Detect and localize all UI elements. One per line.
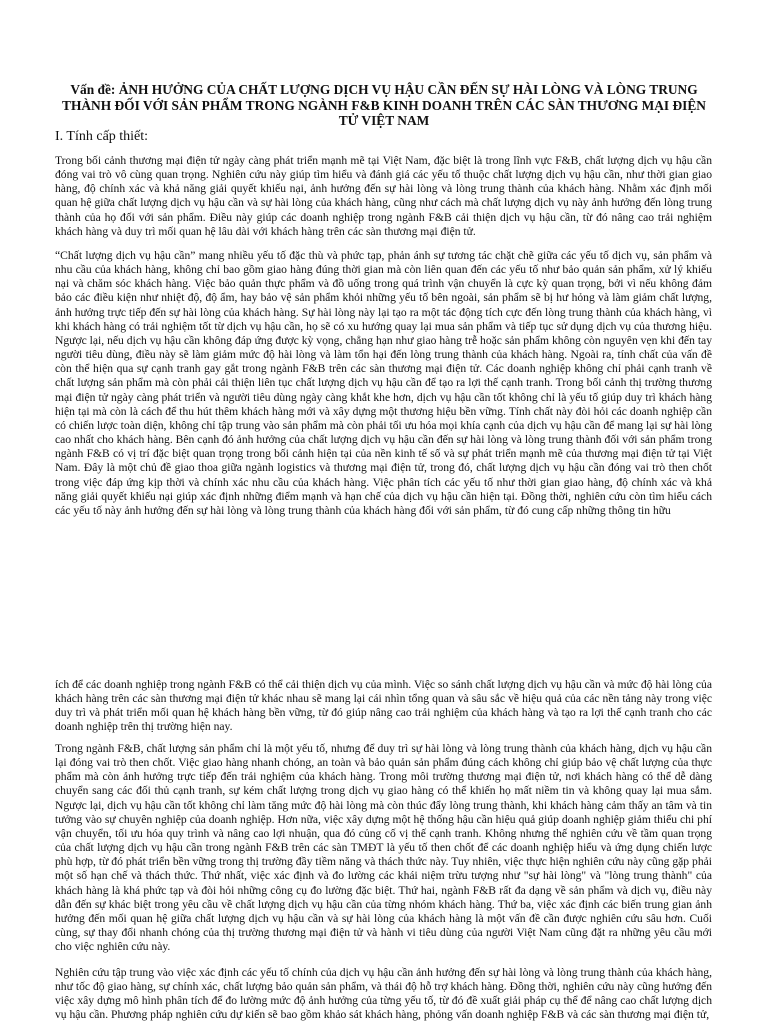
paragraph-1: Trong bối cảnh thương mại điện tử ngày càng phát triển mạnh mẽ tại Việt Nam, đặc biệt là trong lĩnh vực F&B, chất lượng dịch vụ hậu cần đóng vai trò vô cùng quan trọng. Nghiên cứu này giúp tìm hiểu và đánh giá các yếu tố thuộc chất lượng dịch vụ hậu cần, như thời gian giao hàng, độ chính xác và khả năng giải quyết khiếu nại, ảnh hưởng đến sự hài lòng và lòng trung thành của khách hàng. Nhằm xác định mối quan hệ giữa chất lượng dịch vụ hậu cần và sự hài lòng của khách hàng, cũng như cách mà chất lượng dịch vụ này ảnh hưởng đến lòng trung thành của họ đối với sản phẩm. Điều này giúp các doanh nghiệp trong ngành F&B cải thiện dịch vụ hậu cần, từ đó nâng cao trải nghiệm khách hàng và duy trì mối quan hệ lâu dài với khách hàng trên các sàn thương mại điện tử.	[55, 154, 712, 238]
section-heading: I. Tính cấp thiết:	[55, 129, 149, 144]
document-title: Vấn đề: ẢNH HƯỞNG CỦA CHẤT LƯỢNG DỊCH VỤ HẬU CẦN ĐẾN SỰ HÀI LÒNG VÀ LÒNG TRUNG THÀNH ĐỐI VỚI SẢN PHẨM TRONG NGÀNH F&B KINH DOANH TRÊN CÁC SÀN THƯƠNG MẠI ĐIỆN TỬ VIỆT NAM	[62, 82, 706, 128]
paragraph-5: Nghiên cứu tập trung vào việc xác định các yếu tố chính của dịch vụ hậu cần ảnh hưởng đến sự hài lòng và lòng trung thành của khách hàng, như tốc độ giao hàng, sự chính xác, chất lượng bảo quản sản phẩm, và thái độ hỗ trợ khách hàng. Đồng thời, nghiên cứu này cũng hướng đến việc xây dựng mô hình phân tích để đo lường mức độ ảnh hưởng của từng yếu tố, từ đó đề xuất giải pháp cụ thể để nâng cao chất lượng dịch vụ hậu cần. Phương pháp nghiên cứu dự kiến sẽ bao gồm khảo sát khách hàng, phỏng vấn doanh nghiệp F&B và các sàn thương mại điện tử,	[55, 966, 712, 1022]
paragraph-3: ích để các doanh nghiệp trong ngành F&B có thể cải thiện dịch vụ của mình. Việc so sánh chất lượng dịch vụ hậu cần và mức độ hài lòng của khách hàng trên các sàn thương mại điện tử khác nhau sẽ mang lại cái nhìn tổng quan và sâu sắc về hiệu quả của các nền tảng này trong việc duy trì và phát triển mối quan hệ khách hàng bền vững, từ đó giúp nâng cao trải nghiệm của khách hàng và tạo ra lợi thế cạnh tranh cho các doanh nghiệp trên thị trường hiện nay.	[55, 678, 712, 734]
paragraph-4: Trong ngành F&B, chất lượng sản phẩm chỉ là một yếu tố, nhưng để duy trì sự hài lòng và lòng trung thành của khách hàng, dịch vụ hậu cần lại đóng vai trò then chốt. Việc giao hàng nhanh chóng, an toàn và bảo quản sản phẩm đúng cách không chỉ giúp bảo vệ chất lượng của thực phẩm mà còn ảnh hưởng trực tiếp đến trải nghiệm của khách hàng. Trong môi trường thương mại điện tử, nơi khách hàng có thể dễ dàng chuyển sang các đối thủ cạnh tranh, sự kém chất lượng trong dịch vụ giao hàng có thể khiến họ mất niềm tin và không quay lại mua sắm. Ngược lại, dịch vụ hậu cần tốt không chỉ làm tăng mức độ hài lòng mà còn thúc đẩy lòng trung thành, khi khách hàng cảm thấy an tâm và tin tưởng vào sự chuyên nghiệp của doanh nghiệp. Hơn nữa, việc xây dựng một hệ thống hậu cần hiệu quả giúp doanh nghiệp giảm thiểu chi phí vận chuyển, tối ưu hóa quy trình và nâng cao lợi nhuận, qua đó củng cố vị thế cạnh tranh. Không nhưng thế nghiên cứu về tầm quan trọng của chất lượng dịch vụ hậu cần trong ngành F&B trên các sàn TMĐT là yếu tố then chốt để các doanh nghiệp hiểu và ứng dụng chiến lược phù hợp, từ đó phát triển bền vững trong thị trường đầy tiềm năng và thách thức này. Tuy nhiên, việc thực hiện nghiên cứu này cũng gặp phải một số hạn chế và thách thức. Thứ nhất, việc xác định và đo lường các khái niệm trừu tượng như "sự hài lòng" và "lòng trung thành" của khách hàng là khá phức tạp và đòi hỏi những công cụ đo lường đặc biệt. Thứ hai, ngành F&B rất đa dạng về sản phẩm và dịch vụ, điều này dẫn đến sự khác biệt trong yêu cầu về chất lượng dịch vụ hậu cần của từng nhóm khách hàng. Thứ ba, việc xác định các biến trung gian ảnh hưởng đến mối quan hệ giữa chất lượng dịch vụ hậu cần và sự hài lòng của khách hàng là một vấn đề cần được nghiên cứu sâu hơn. Cuối cùng, sự thay đổi nhanh chóng của thị trường thương mại điện tử và hành vi tiêu dùng của người Việt Nam cũng đặt ra những yêu cầu mới cho việc nghiên cứu này.	[55, 742, 712, 954]
paragraph-2: “Chất lượng dịch vụ hậu cần” mang nhiều yếu tố đặc thù và phức tạp, phản ánh sự tương tác chặt chẽ giữa các yếu tố dịch vụ, sản phẩm và nhu cầu của khách hàng, không chỉ bao gồm giao hàng đúng thời gian mà còn liên quan đến các yếu tố như bảo quản sản phẩm, xử lý khiếu nại và chăm sóc khách hàng. Việc bảo quản thực phẩm và đồ uống trong quá trình vận chuyển là cực kỳ quan trọng, bởi vì nếu không đảm bảo các điều kiện như nhiệt độ, độ ẩm, hay bảo vệ sản phẩm khỏi những yếu tố bên ngoài, sản phẩm sẽ bị hư hỏng và làm giảm chất lượng, ảnh hưởng trực tiếp đến sự hài lòng của khách hàng. Sự hài lòng này lại tạo ra một tác động tích cực đến lòng trung thành của khách hàng, vì khi khách hàng có trải nghiệm tốt từ dịch vụ hậu cần, họ sẽ có xu hướng quay lại mua sản phẩm và tiếp tục sử dụng dịch vụ của thương hiệu. Ngược lại, nếu dịch vụ hậu cần không đáp ứng được kỳ vọng, chẳng hạn như giao hàng trễ hoặc sản phẩm không còn nguyên vẹn khi đến tay người tiêu dùng, điều này sẽ làm giảm mức độ hài lòng và làm tổn hại đến lòng trung thành của khách hàng. Ngoài ra, tính chất của vấn đề còn thể hiện qua sự cạnh tranh gay gắt trong ngành F&B trên các sàn thương mại điện tử. Các doanh nghiệp không chỉ phải cạnh tranh về chất lượng sản phẩm mà còn phải cải thiện liên tục chất lượng dịch vụ hậu cần để tạo ra lợi thế cạnh tranh. Trong bối cảnh thị trường thương mại điện tử ngày càng phát triển và người tiêu dùng ngày càng khắt khe hơn, dịch vụ hậu cần tốt không chỉ là yếu tố giúp duy trì khách hàng hiện tại mà còn là cách để thu hút thêm khách hàng mới và xây dựng một thương hiệu bền vững. Tính chất này đòi hỏi các doanh nghiệp cần có chiến lược toàn diện, không chỉ tập trung vào sản phẩm mà còn phải tối ưu hóa mọi khía cạnh của dịch vụ hậu cần để mang lại sự hài lòng cao nhất cho khách hàng. Bên cạnh đó ảnh hưởng của chất lượng dịch vụ hậu cần đến sự hài lòng và lòng trung thành đối với sản phẩm trong ngành F&B có vị trí đặc biệt quan trọng trong bối cảnh hiện tại của nền kinh tế số và sự phát triển mạnh mẽ của thương mại điện tử tại Việt Nam. Đây là một chủ đề giao thoa giữa ngành logistics và thương mại điện tử, trong đó, chất lượng dịch vụ hậu cần đóng vai trò then chốt trong việc đáp ứng kịp thời và chính xác nhu cầu của khách hàng. Việc phân tích các yếu tố như thời gian giao hàng, độ chính xác và khả năng giải quyết khiếu nại giúp xác định những điểm mạnh và hạn chế của dịch vụ hậu cần hiện tại. Đồng thời, nghiên cứu còn tìm hiểu cách các yếu tố này ảnh hưởng đến sự hài lòng và lòng trung thành của khách hàng đối với sản phẩm, từ đó cung cấp những thông tin hữu	[55, 249, 712, 517]
